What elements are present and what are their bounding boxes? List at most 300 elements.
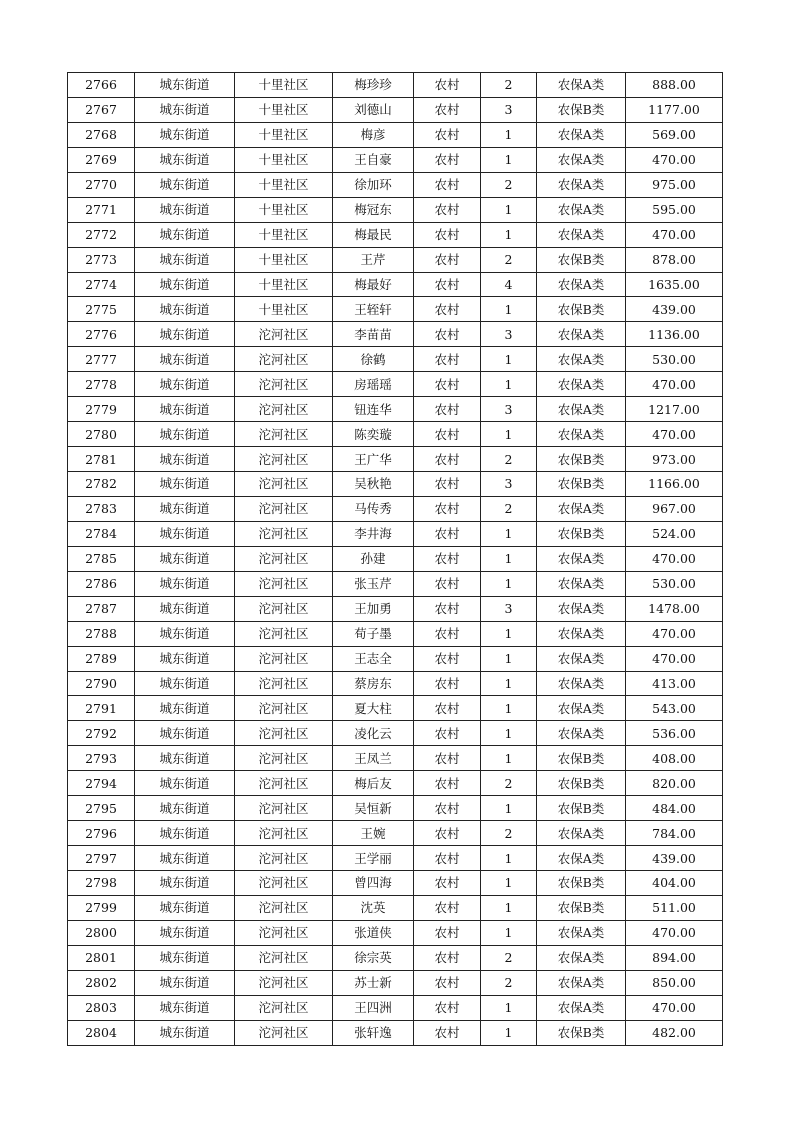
cell-amount: 888.00 — [626, 73, 723, 98]
cell-family-size: 1 — [481, 920, 537, 945]
cell-insurance-category: 农保B类 — [537, 447, 626, 472]
cell-name: 凌化云 — [333, 721, 414, 746]
cell-street: 城东街道 — [135, 871, 235, 896]
cell-amount: 1166.00 — [626, 472, 723, 497]
cell-name: 蔡房东 — [333, 671, 414, 696]
cell-family-size: 3 — [481, 596, 537, 621]
cell-insurance-category: 农保A类 — [537, 846, 626, 871]
cell-name: 张轩逸 — [333, 1020, 414, 1045]
cell-amount: 470.00 — [626, 422, 723, 447]
cell-street: 城东街道 — [135, 347, 235, 372]
cell-name: 夏大柱 — [333, 696, 414, 721]
cell-household-type: 农村 — [414, 596, 481, 621]
cell-name: 曾四海 — [333, 871, 414, 896]
cell-amount: 975.00 — [626, 172, 723, 197]
cell-community: 沱河社区 — [235, 796, 333, 821]
table-body — [68, 73, 723, 1046]
cell-amount: 511.00 — [626, 895, 723, 920]
cell-street: 城东街道 — [135, 222, 235, 247]
cell-household-type: 农村 — [414, 397, 481, 422]
cell-row-number: 2786 — [68, 571, 135, 596]
cell-name: 徐加环 — [333, 172, 414, 197]
cell-family-size: 3 — [481, 397, 537, 422]
cell-amount: 1136.00 — [626, 322, 723, 347]
cell-amount: 524.00 — [626, 521, 723, 546]
cell-household-type: 农村 — [414, 571, 481, 596]
cell-community: 十里社区 — [235, 147, 333, 172]
cell-street: 城东街道 — [135, 496, 235, 521]
cell-row-number: 2778 — [68, 372, 135, 397]
cell-community: 沱河社区 — [235, 546, 333, 571]
table-row — [68, 322, 723, 347]
cell-amount: 973.00 — [626, 447, 723, 472]
cell-street: 城东街道 — [135, 297, 235, 322]
cell-row-number: 2784 — [68, 521, 135, 546]
cell-row-number: 2803 — [68, 995, 135, 1020]
cell-amount: 784.00 — [626, 821, 723, 846]
table-row — [68, 247, 723, 272]
table-row — [68, 496, 723, 521]
table-row — [68, 621, 723, 646]
cell-row-number: 2781 — [68, 447, 135, 472]
cell-family-size: 1 — [481, 621, 537, 646]
table-row — [68, 746, 723, 771]
cell-insurance-category: 农保A类 — [537, 546, 626, 571]
cell-street: 城东街道 — [135, 646, 235, 671]
cell-amount: 1217.00 — [626, 397, 723, 422]
cell-street: 城东街道 — [135, 422, 235, 447]
cell-street: 城东街道 — [135, 995, 235, 1020]
cell-family-size: 3 — [481, 97, 537, 122]
cell-street: 城东街道 — [135, 272, 235, 297]
cell-name: 梅珍珍 — [333, 73, 414, 98]
table-row — [68, 846, 723, 871]
cell-row-number: 2802 — [68, 970, 135, 995]
cell-row-number: 2769 — [68, 147, 135, 172]
cell-name: 苏士新 — [333, 970, 414, 995]
cell-insurance-category: 农保A类 — [537, 147, 626, 172]
cell-name: 徐鹤 — [333, 347, 414, 372]
cell-amount: 595.00 — [626, 197, 723, 222]
cell-household-type: 农村 — [414, 422, 481, 447]
cell-household-type: 农村 — [414, 372, 481, 397]
cell-street: 城东街道 — [135, 696, 235, 721]
cell-row-number: 2796 — [68, 821, 135, 846]
cell-community: 沱河社区 — [235, 671, 333, 696]
cell-row-number: 2766 — [68, 73, 135, 98]
cell-household-type: 农村 — [414, 995, 481, 1020]
cell-amount: 470.00 — [626, 621, 723, 646]
cell-name: 梅最好 — [333, 272, 414, 297]
table-row — [68, 796, 723, 821]
cell-insurance-category: 农保A类 — [537, 422, 626, 447]
cell-insurance-category: 农保A类 — [537, 646, 626, 671]
cell-amount: 894.00 — [626, 945, 723, 970]
cell-household-type: 农村 — [414, 147, 481, 172]
cell-family-size: 2 — [481, 172, 537, 197]
cell-name: 吴恒新 — [333, 796, 414, 821]
cell-family-size: 1 — [481, 646, 537, 671]
cell-family-size: 4 — [481, 272, 537, 297]
table-row — [68, 771, 723, 796]
cell-name: 王加勇 — [333, 596, 414, 621]
cell-row-number: 2791 — [68, 696, 135, 721]
table-row — [68, 97, 723, 122]
cell-family-size: 1 — [481, 197, 537, 222]
cell-name: 王芹 — [333, 247, 414, 272]
cell-household-type: 农村 — [414, 1020, 481, 1045]
cell-household-type: 农村 — [414, 821, 481, 846]
cell-household-type: 农村 — [414, 197, 481, 222]
cell-community: 十里社区 — [235, 73, 333, 98]
cell-family-size: 1 — [481, 846, 537, 871]
cell-family-size: 2 — [481, 247, 537, 272]
cell-insurance-category: 农保A类 — [537, 970, 626, 995]
cell-amount: 470.00 — [626, 222, 723, 247]
cell-insurance-category: 农保A类 — [537, 671, 626, 696]
cell-street: 城东街道 — [135, 472, 235, 497]
cell-row-number: 2794 — [68, 771, 135, 796]
cell-name: 王四洲 — [333, 995, 414, 1020]
cell-street: 城东街道 — [135, 846, 235, 871]
cell-family-size: 1 — [481, 721, 537, 746]
cell-name: 吴秋艳 — [333, 472, 414, 497]
cell-household-type: 农村 — [414, 447, 481, 472]
cell-street: 城东街道 — [135, 1020, 235, 1045]
table-row — [68, 671, 723, 696]
cell-insurance-category: 农保A类 — [537, 920, 626, 945]
cell-street: 城东街道 — [135, 821, 235, 846]
cell-household-type: 农村 — [414, 247, 481, 272]
cell-community: 沱河社区 — [235, 496, 333, 521]
cell-street: 城东街道 — [135, 920, 235, 945]
cell-household-type: 农村 — [414, 297, 481, 322]
cell-street: 城东街道 — [135, 172, 235, 197]
cell-community: 沱河社区 — [235, 422, 333, 447]
cell-name: 梅冠东 — [333, 197, 414, 222]
cell-street: 城东街道 — [135, 970, 235, 995]
table-row — [68, 1020, 723, 1045]
cell-community: 沱河社区 — [235, 372, 333, 397]
cell-family-size: 2 — [481, 945, 537, 970]
cell-street: 城东街道 — [135, 796, 235, 821]
cell-street: 城东街道 — [135, 73, 235, 98]
cell-insurance-category: 农保A类 — [537, 995, 626, 1020]
cell-street: 城东街道 — [135, 621, 235, 646]
cell-name: 王婉 — [333, 821, 414, 846]
cell-insurance-category: 农保A类 — [537, 73, 626, 98]
cell-name: 王广华 — [333, 447, 414, 472]
cell-community: 沱河社区 — [235, 746, 333, 771]
cell-household-type: 农村 — [414, 671, 481, 696]
cell-row-number: 2798 — [68, 871, 135, 896]
cell-family-size: 2 — [481, 496, 537, 521]
cell-family-size: 2 — [481, 73, 537, 98]
cell-insurance-category: 农保A类 — [537, 322, 626, 347]
table-row — [68, 970, 723, 995]
cell-household-type: 农村 — [414, 347, 481, 372]
cell-amount: 439.00 — [626, 846, 723, 871]
cell-name: 刘德山 — [333, 97, 414, 122]
cell-family-size: 1 — [481, 796, 537, 821]
cell-name: 王轾轩 — [333, 297, 414, 322]
cell-community: 沱河社区 — [235, 447, 333, 472]
cell-street: 城东街道 — [135, 247, 235, 272]
cell-insurance-category: 农保B类 — [537, 97, 626, 122]
cell-family-size: 3 — [481, 472, 537, 497]
table-row — [68, 646, 723, 671]
cell-family-size: 1 — [481, 521, 537, 546]
cell-community: 沱河社区 — [235, 995, 333, 1020]
cell-family-size: 1 — [481, 571, 537, 596]
cell-household-type: 农村 — [414, 621, 481, 646]
cell-family-size: 2 — [481, 771, 537, 796]
cell-community: 沱河社区 — [235, 821, 333, 846]
cell-amount: 470.00 — [626, 147, 723, 172]
cell-name: 梅彦 — [333, 122, 414, 147]
cell-street: 城东街道 — [135, 521, 235, 546]
cell-family-size: 1 — [481, 546, 537, 571]
cell-insurance-category: 农保A类 — [537, 172, 626, 197]
cell-row-number: 2767 — [68, 97, 135, 122]
cell-community: 沱河社区 — [235, 696, 333, 721]
table-row — [68, 422, 723, 447]
cell-community: 沱河社区 — [235, 646, 333, 671]
cell-family-size: 1 — [481, 372, 537, 397]
cell-name: 徐宗英 — [333, 945, 414, 970]
cell-community: 沱河社区 — [235, 970, 333, 995]
cell-street: 城东街道 — [135, 97, 235, 122]
cell-insurance-category: 农保B类 — [537, 771, 626, 796]
cell-insurance-category: 农保B类 — [537, 871, 626, 896]
cell-amount: 850.00 — [626, 970, 723, 995]
table-row — [68, 147, 723, 172]
cell-row-number: 2800 — [68, 920, 135, 945]
cell-community: 沱河社区 — [235, 1020, 333, 1045]
cell-family-size: 1 — [481, 696, 537, 721]
table-row — [68, 696, 723, 721]
cell-name: 梅最民 — [333, 222, 414, 247]
table-row — [68, 995, 723, 1020]
cell-amount: 470.00 — [626, 546, 723, 571]
cell-community: 十里社区 — [235, 247, 333, 272]
cell-amount: 543.00 — [626, 696, 723, 721]
cell-household-type: 农村 — [414, 696, 481, 721]
cell-row-number: 2787 — [68, 596, 135, 621]
cell-name: 荀子墨 — [333, 621, 414, 646]
cell-name: 钮连华 — [333, 397, 414, 422]
cell-amount: 536.00 — [626, 721, 723, 746]
cell-household-type: 农村 — [414, 721, 481, 746]
table-row — [68, 571, 723, 596]
cell-amount: 482.00 — [626, 1020, 723, 1045]
cell-family-size: 1 — [481, 995, 537, 1020]
cell-community: 沱河社区 — [235, 771, 333, 796]
cell-row-number: 2771 — [68, 197, 135, 222]
cell-family-size: 1 — [481, 347, 537, 372]
cell-street: 城东街道 — [135, 197, 235, 222]
cell-community: 沱河社区 — [235, 472, 333, 497]
cell-amount: 470.00 — [626, 995, 723, 1020]
cell-community: 十里社区 — [235, 297, 333, 322]
cell-row-number: 2783 — [68, 496, 135, 521]
cell-street: 城东街道 — [135, 571, 235, 596]
cell-family-size: 1 — [481, 297, 537, 322]
table-row — [68, 521, 723, 546]
table-row — [68, 122, 723, 147]
cell-row-number: 2797 — [68, 846, 135, 871]
cell-insurance-category: 农保A类 — [537, 347, 626, 372]
cell-row-number: 2788 — [68, 621, 135, 646]
cell-row-number: 2772 — [68, 222, 135, 247]
cell-community: 十里社区 — [235, 272, 333, 297]
cell-insurance-category: 农保A类 — [537, 621, 626, 646]
cell-name: 马传秀 — [333, 496, 414, 521]
cell-family-size: 1 — [481, 222, 537, 247]
cell-street: 城东街道 — [135, 122, 235, 147]
table-row — [68, 920, 723, 945]
cell-row-number: 2777 — [68, 347, 135, 372]
table-row — [68, 721, 723, 746]
cell-family-size: 1 — [481, 895, 537, 920]
cell-row-number: 2785 — [68, 546, 135, 571]
cell-household-type: 农村 — [414, 322, 481, 347]
cell-community: 沱河社区 — [235, 322, 333, 347]
cell-amount: 484.00 — [626, 796, 723, 821]
cell-household-type: 农村 — [414, 73, 481, 98]
cell-street: 城东街道 — [135, 447, 235, 472]
cell-street: 城东街道 — [135, 746, 235, 771]
cell-household-type: 农村 — [414, 945, 481, 970]
cell-name: 梅后友 — [333, 771, 414, 796]
cell-row-number: 2792 — [68, 721, 135, 746]
cell-community: 沱河社区 — [235, 596, 333, 621]
cell-household-type: 农村 — [414, 920, 481, 945]
cell-household-type: 农村 — [414, 771, 481, 796]
cell-family-size: 2 — [481, 970, 537, 995]
cell-row-number: 2770 — [68, 172, 135, 197]
cell-community: 沱河社区 — [235, 397, 333, 422]
table-row — [68, 895, 723, 920]
cell-family-size: 1 — [481, 122, 537, 147]
cell-row-number: 2775 — [68, 297, 135, 322]
cell-amount: 413.00 — [626, 671, 723, 696]
table-row — [68, 945, 723, 970]
cell-community: 十里社区 — [235, 97, 333, 122]
cell-community: 十里社区 — [235, 122, 333, 147]
cell-row-number: 2793 — [68, 746, 135, 771]
cell-name: 张玉芹 — [333, 571, 414, 596]
cell-insurance-category: 农保A类 — [537, 821, 626, 846]
cell-amount: 967.00 — [626, 496, 723, 521]
cell-row-number: 2780 — [68, 422, 135, 447]
cell-family-size: 2 — [481, 821, 537, 846]
table-row — [68, 397, 723, 422]
cell-row-number: 2804 — [68, 1020, 135, 1045]
cell-community: 沱河社区 — [235, 521, 333, 546]
cell-community: 沱河社区 — [235, 846, 333, 871]
cell-household-type: 农村 — [414, 871, 481, 896]
cell-amount: 530.00 — [626, 571, 723, 596]
cell-name: 沈英 — [333, 895, 414, 920]
cell-family-size: 1 — [481, 671, 537, 696]
cell-household-type: 农村 — [414, 97, 481, 122]
cell-household-type: 农村 — [414, 646, 481, 671]
table-row — [68, 272, 723, 297]
cell-household-type: 农村 — [414, 222, 481, 247]
cell-insurance-category: 农保B类 — [537, 746, 626, 771]
cell-street: 城东街道 — [135, 147, 235, 172]
cell-household-type: 农村 — [414, 970, 481, 995]
cell-street: 城东街道 — [135, 372, 235, 397]
cell-household-type: 农村 — [414, 272, 481, 297]
cell-amount: 820.00 — [626, 771, 723, 796]
cell-household-type: 农村 — [414, 521, 481, 546]
cell-street: 城东街道 — [135, 945, 235, 970]
cell-row-number: 2790 — [68, 671, 135, 696]
cell-family-size: 1 — [481, 422, 537, 447]
table-row — [68, 347, 723, 372]
cell-insurance-category: 农保A类 — [537, 122, 626, 147]
table-row — [68, 197, 723, 222]
cell-amount: 1478.00 — [626, 596, 723, 621]
cell-amount: 439.00 — [626, 297, 723, 322]
cell-community: 沱河社区 — [235, 871, 333, 896]
table-row — [68, 73, 723, 98]
cell-insurance-category: 农保B类 — [537, 247, 626, 272]
cell-name: 王自豪 — [333, 147, 414, 172]
cell-insurance-category: 农保B类 — [537, 472, 626, 497]
cell-insurance-category: 农保A类 — [537, 197, 626, 222]
cell-community: 十里社区 — [235, 197, 333, 222]
cell-name: 房瑶瑶 — [333, 372, 414, 397]
cell-household-type: 农村 — [414, 546, 481, 571]
cell-family-size: 2 — [481, 447, 537, 472]
cell-household-type: 农村 — [414, 122, 481, 147]
cell-insurance-category: 农保B类 — [537, 895, 626, 920]
table-row — [68, 447, 723, 472]
cell-community: 十里社区 — [235, 222, 333, 247]
cell-row-number: 2795 — [68, 796, 135, 821]
cell-insurance-category: 农保A类 — [537, 596, 626, 621]
cell-name: 李苗苗 — [333, 322, 414, 347]
cell-row-number: 2773 — [68, 247, 135, 272]
cell-amount: 408.00 — [626, 746, 723, 771]
table-row — [68, 222, 723, 247]
cell-household-type: 农村 — [414, 846, 481, 871]
cell-insurance-category: 农保A类 — [537, 696, 626, 721]
cell-community: 沱河社区 — [235, 920, 333, 945]
cell-insurance-category: 农保A类 — [537, 721, 626, 746]
cell-street: 城东街道 — [135, 596, 235, 621]
cell-family-size: 1 — [481, 746, 537, 771]
cell-amount: 1635.00 — [626, 272, 723, 297]
cell-household-type: 农村 — [414, 472, 481, 497]
cell-family-size: 1 — [481, 1020, 537, 1045]
cell-row-number: 2774 — [68, 272, 135, 297]
cell-amount: 470.00 — [626, 920, 723, 945]
cell-community: 十里社区 — [235, 172, 333, 197]
cell-name: 张道侠 — [333, 920, 414, 945]
cell-amount: 569.00 — [626, 122, 723, 147]
cell-community: 沱河社区 — [235, 945, 333, 970]
table-row — [68, 297, 723, 322]
cell-street: 城东街道 — [135, 546, 235, 571]
cell-family-size: 1 — [481, 147, 537, 172]
cell-insurance-category: 农保A类 — [537, 222, 626, 247]
records-table — [67, 72, 723, 1046]
table-row — [68, 472, 723, 497]
